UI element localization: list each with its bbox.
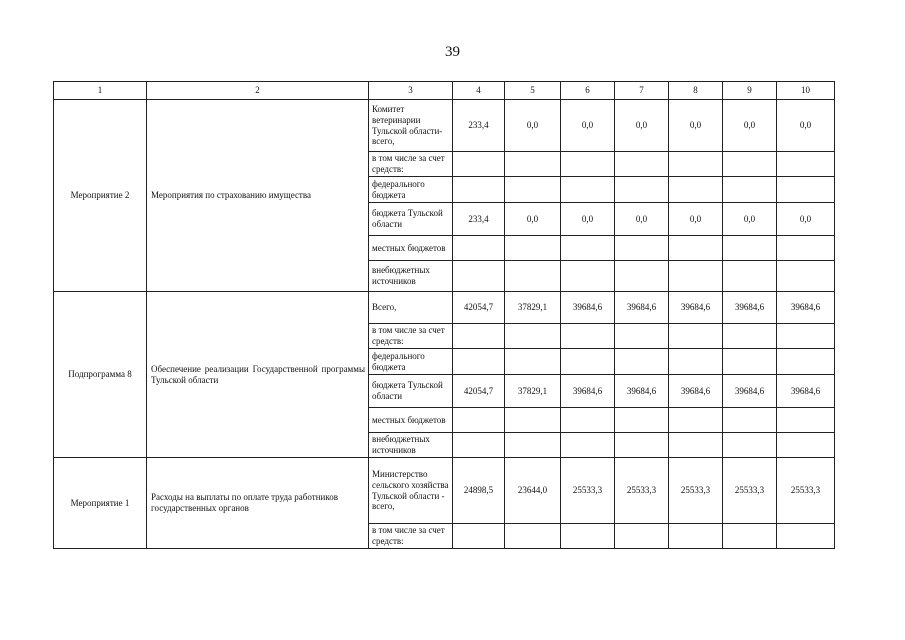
amount-cell: 25533,3 — [615, 458, 669, 524]
amount-cell: 39684,6 — [669, 292, 723, 324]
column-header: 5 — [505, 82, 561, 100]
funding-source: внебюджетных источников — [369, 433, 453, 458]
amount-cell — [669, 349, 723, 375]
amount-cell: 0,0 — [723, 203, 777, 236]
amount-cell — [505, 261, 561, 292]
amount-cell: 0,0 — [669, 203, 723, 236]
funding-source: федерального бюджета — [369, 177, 453, 203]
amount-cell: 25533,3 — [723, 458, 777, 524]
amount-cell: 39684,6 — [723, 375, 777, 408]
amount-cell — [505, 349, 561, 375]
amount-cell — [669, 524, 723, 549]
amount-cell — [723, 236, 777, 261]
amount-cell — [723, 349, 777, 375]
amount-cell — [561, 433, 615, 458]
amount-cell — [505, 433, 561, 458]
column-header: 7 — [615, 82, 669, 100]
amount-cell — [505, 152, 561, 177]
table-row — [54, 292, 835, 324]
amount-cell — [777, 236, 835, 261]
column-header: 6 — [561, 82, 615, 100]
amount-cell — [723, 524, 777, 549]
column-header: 1 — [54, 82, 147, 100]
funding-source: в том числе за счет средств: — [369, 152, 453, 177]
amount-cell — [561, 349, 615, 375]
amount-cell — [669, 236, 723, 261]
amount-cell — [669, 408, 723, 433]
amount-cell: 0,0 — [723, 100, 777, 152]
amount-cell: 0,0 — [561, 100, 615, 152]
amount-cell — [777, 408, 835, 433]
amount-cell — [777, 261, 835, 292]
amount-cell — [453, 261, 505, 292]
header-row — [54, 82, 835, 100]
funding-source: федерального бюджета — [369, 349, 453, 375]
amount-cell — [615, 349, 669, 375]
amount-cell — [453, 324, 505, 349]
column-header: 10 — [777, 82, 835, 100]
amount-cell — [505, 236, 561, 261]
page-number: 39 — [445, 44, 460, 60]
amount-cell — [669, 261, 723, 292]
amount-cell: 0,0 — [669, 100, 723, 152]
amount-cell: 0,0 — [505, 100, 561, 152]
amount-cell — [615, 236, 669, 261]
amount-cell — [505, 408, 561, 433]
amount-cell: 0,0 — [615, 203, 669, 236]
amount-cell — [669, 324, 723, 349]
amount-cell: 233,4 — [453, 100, 505, 152]
funding-source: бюджета Тульской области — [369, 203, 453, 236]
activity-description: Обеспечение реализации Государственной программы Тульской области — [147, 292, 369, 458]
amount-cell — [505, 177, 561, 203]
activity-description: Мероприятия по страхованию имущества — [147, 100, 369, 292]
column-header: 8 — [669, 82, 723, 100]
funding-source: местных бюджетов — [369, 236, 453, 261]
amount-cell — [669, 152, 723, 177]
funding-source: в том числе за счет средств: — [369, 524, 453, 549]
amount-cell — [561, 408, 615, 433]
amount-cell: 39684,6 — [777, 375, 835, 408]
amount-cell: 24898,5 — [453, 458, 505, 524]
amount-cell — [453, 236, 505, 261]
amount-cell: 25533,3 — [561, 458, 615, 524]
amount-cell — [615, 408, 669, 433]
amount-cell: 25533,3 — [777, 458, 835, 524]
amount-cell: 42054,7 — [453, 292, 505, 324]
column-header: 2 — [147, 82, 369, 100]
amount-cell — [615, 324, 669, 349]
amount-cell — [561, 324, 615, 349]
amount-cell — [615, 524, 669, 549]
amount-cell — [777, 324, 835, 349]
amount-cell — [453, 177, 505, 203]
amount-cell: 39684,6 — [777, 292, 835, 324]
amount-cell — [505, 324, 561, 349]
amount-cell — [561, 177, 615, 203]
amount-cell — [777, 152, 835, 177]
activity-name: Мероприятие 2 — [54, 100, 147, 292]
amount-cell: 0,0 — [777, 100, 835, 152]
funding-source: внебюджетных источников — [369, 261, 453, 292]
amount-cell — [669, 433, 723, 458]
amount-cell: 0,0 — [505, 203, 561, 236]
amount-cell — [723, 433, 777, 458]
amount-cell: 0,0 — [615, 100, 669, 152]
funding-source: местных бюджетов — [369, 408, 453, 433]
amount-cell: 0,0 — [561, 203, 615, 236]
amount-cell: 39684,6 — [669, 375, 723, 408]
budget-table — [53, 81, 835, 549]
amount-cell — [723, 408, 777, 433]
amount-cell — [615, 433, 669, 458]
amount-cell — [723, 152, 777, 177]
amount-cell — [561, 236, 615, 261]
column-header: 9 — [723, 82, 777, 100]
amount-cell — [723, 177, 777, 203]
amount-cell: 0,0 — [777, 203, 835, 236]
amount-cell: 39684,6 — [561, 375, 615, 408]
amount-cell — [723, 261, 777, 292]
amount-cell — [615, 261, 669, 292]
amount-cell: 42054,7 — [453, 375, 505, 408]
amount-cell — [453, 408, 505, 433]
funding-source: Комитет ветеринарии Тульской области- всего, — [369, 100, 453, 152]
funding-source: Министерство сельского хозяйства Тульской области - всего, — [369, 458, 453, 524]
table-row — [54, 458, 835, 524]
amount-cell — [561, 524, 615, 549]
amount-cell — [777, 177, 835, 203]
amount-cell: 37829,1 — [505, 292, 561, 324]
amount-cell — [777, 524, 835, 549]
amount-cell — [561, 261, 615, 292]
activity-name: Мероприятие 1 — [54, 458, 147, 549]
funding-source: Всего, — [369, 292, 453, 324]
amount-cell — [669, 177, 723, 203]
amount-cell: 39684,6 — [615, 375, 669, 408]
column-header: 4 — [453, 82, 505, 100]
amount-cell — [453, 152, 505, 177]
amount-cell: 39684,6 — [561, 292, 615, 324]
table-row — [54, 100, 835, 152]
funding-source: бюджета Тульской области — [369, 375, 453, 408]
amount-cell: 25533,3 — [669, 458, 723, 524]
amount-cell — [615, 177, 669, 203]
amount-cell: 39684,6 — [615, 292, 669, 324]
column-header: 3 — [369, 82, 453, 100]
amount-cell — [777, 433, 835, 458]
amount-cell — [723, 324, 777, 349]
activity-name: Подпрограмма 8 — [54, 292, 147, 458]
amount-cell — [777, 349, 835, 375]
amount-cell — [453, 433, 505, 458]
amount-cell — [453, 524, 505, 549]
amount-cell — [615, 152, 669, 177]
amount-cell — [505, 524, 561, 549]
amount-cell — [453, 349, 505, 375]
amount-cell: 37829,1 — [505, 375, 561, 408]
funding-source: в том числе за счет средств: — [369, 324, 453, 349]
amount-cell: 39684,6 — [723, 292, 777, 324]
activity-description: Расходы на выплаты по оплате труда работников государственных органов — [147, 458, 369, 549]
amount-cell — [561, 152, 615, 177]
amount-cell: 233,4 — [453, 203, 505, 236]
amount-cell: 23644,0 — [505, 458, 561, 524]
